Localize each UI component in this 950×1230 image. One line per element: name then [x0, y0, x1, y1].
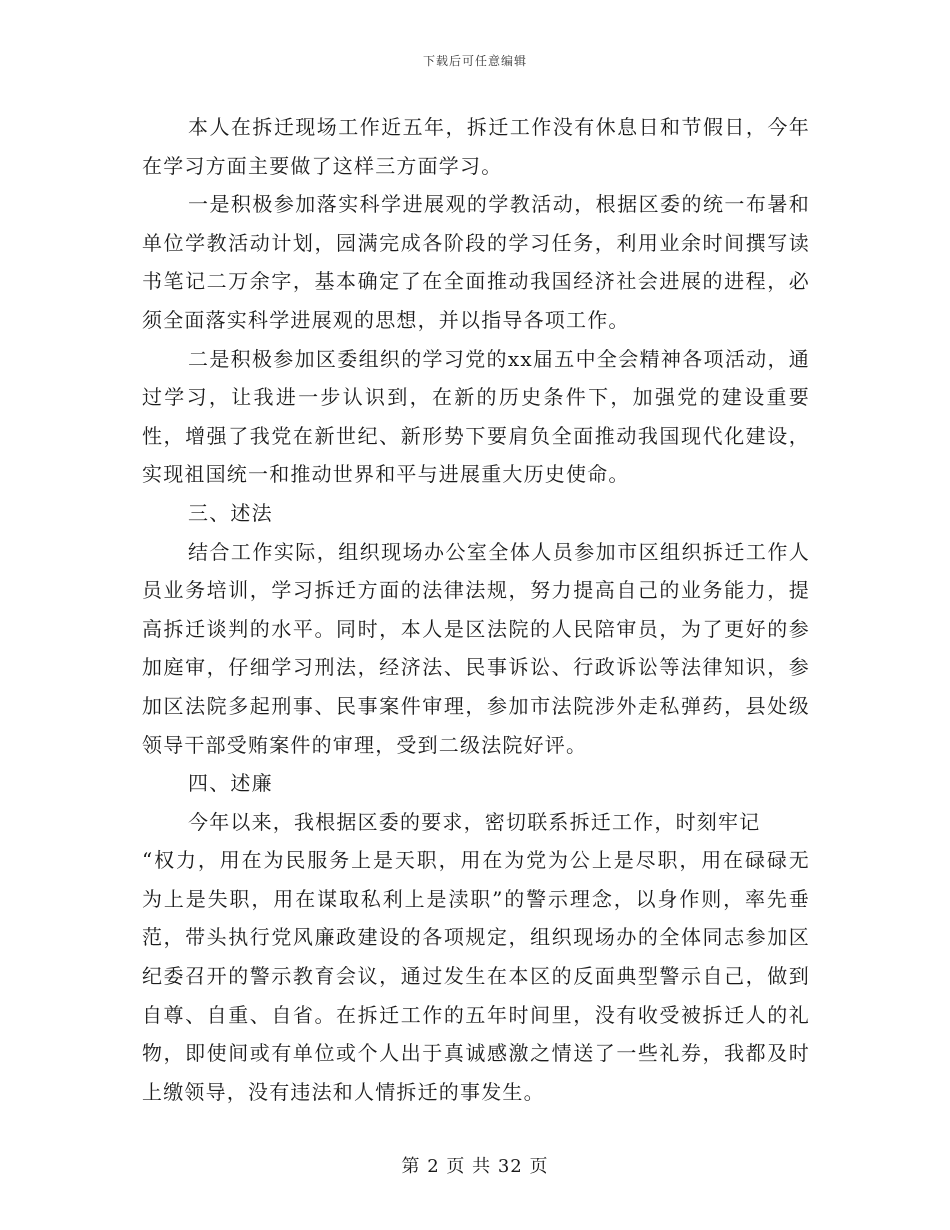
document-body: [142, 108, 810, 1111]
paragraph-intro: 本人在拆迁现场工作近五年，拆迁工作没有休息日和节假日，今年在学习方面主要做了这样三方面学习。: [142, 115, 810, 178]
paragraph-integrity-body: “权力，用在为民服务上是天职，用在为党为公上是尽职，用在碌碌无为上是失职，用在谋取私利上是渎职”的警示理念，以身作则，率先垂范，带头执行党风廉政建设的各项规定，组织现场办的全体同志参加区纪委召开的警示教育会议，通过发生在本区的反面典型警示自己，做到自尊、自重、自省。在拆迁工作的五年时间里，没有收受被拆迁人的礼物，即使间或有单位或个人出于真诚感激之情送了一些礼券，我都及时上缴领导，没有违法和人情拆迁的事发生。: [142, 848, 810, 1104]
paragraph-law: 结合工作实际，组织现场办公室全体人员参加市区组织拆迁工作人员业务培训，学习拆迁方面的法律法规，努力提高自己的业务能力，提高拆迁谈判的水平。同时，本人是区法院的人民陪审员，为了更好的参加庭审，仔细学习刑法，经济法、民事诉讼、行政诉讼等法律知识，参加区法院多起刑事、民事案件审理，参加市法院涉外走私弹药，县处级领导干部受贿案件的审理，受到二级法院好评。: [142, 539, 810, 757]
page-footer: 第 2 页 共 32 页: [401, 1156, 549, 1177]
page-header: 下载后可任意编辑: [422, 54, 527, 68]
paragraph-study-two: 二是积极参加区委组织的学习党的xx届五中全会精神各项活动，通过学习，让我进一步认识到，在新的历史条件下，加强党的建设重要性，增强了我党在新世纪、新形势下要肩负全面推动我国现代化建设，实现祖国统一和推动世界和平与进展重大历史使命。: [142, 346, 810, 487]
paragraph-integrity-intro: 今年以来，我根据区委的要求，密切联系拆迁工作，时刻牢记: [188, 809, 761, 834]
section-heading-integrity: 四、述廉: [188, 771, 273, 796]
paragraph-study-one: 一是积极参加落实科学进展观的学教活动，根据区委的统一布暑和单位学教活动计划，园满完成各阶段的学习任务，利用业余时间撰写读书笔记二万余字，基本确定了在全面推动我国经济社会进展的进程，必须全面落实科学进展观的思想，并以指导各项工作。: [142, 192, 810, 332]
section-heading-law: 三、述法: [188, 500, 273, 525]
